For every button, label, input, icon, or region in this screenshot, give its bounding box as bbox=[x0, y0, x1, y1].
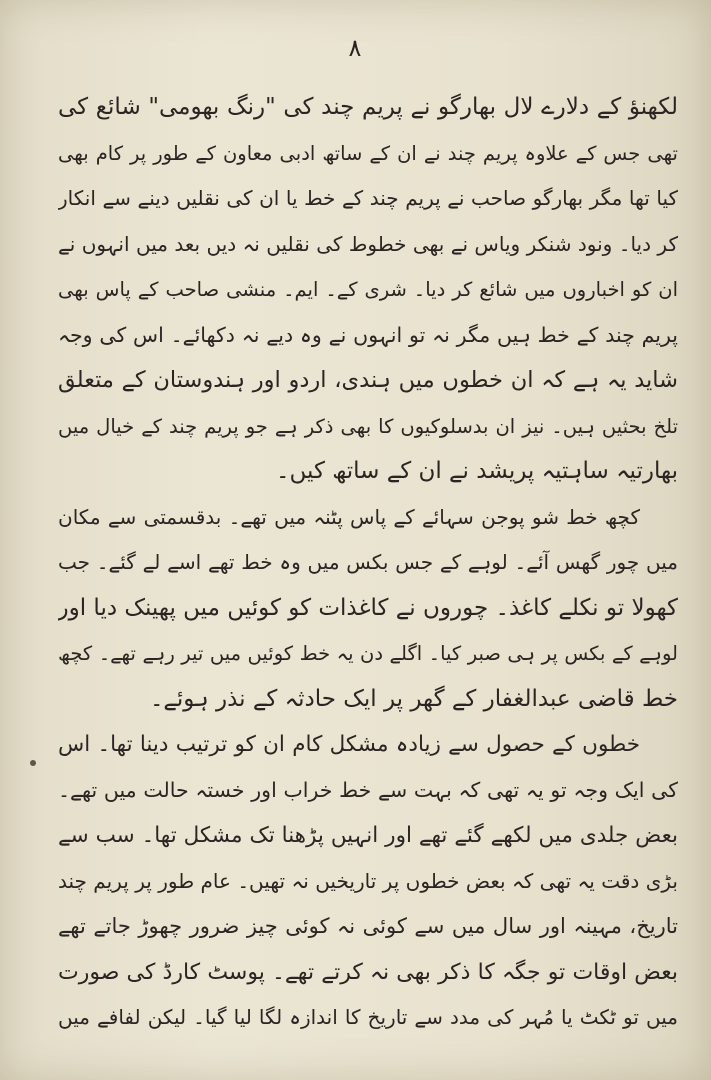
text-line: بعض جلدی میں لکھے گئے تھے اور انہیں پڑھنا تک مشکل تھا۔ سب سے bbox=[58, 823, 678, 848]
text-line: تلخ بحثیں ہیں۔ نیز ان بدسلوکیوں کا بھی ذکر ہے جو پریم چند کے خیال میں bbox=[58, 414, 678, 438]
text-line: کیا تھا مگر بھارگو صاحب نے پریم چند کے خط یا ان کی نقلیں دینے سے انکار bbox=[58, 186, 678, 210]
text-line: کھولا تو نکلے کاغذ۔ چوروں نے کاغذات کو کوئیں میں پھینک دیا اور bbox=[58, 594, 678, 621]
text-line: لوہے کے بکس پر ہی صبر کیا۔ اگلے دن یہ خط کوئیں میں تیر رہے تھے۔ کچھ bbox=[58, 642, 678, 665]
text-line: کر دیا۔ ونود شنکر ویاس نے بھی خطوط کی نقلیں نہ دیں بعد میں انہوں نے bbox=[58, 231, 678, 256]
text-line: میں چور گھس آئے۔ لوہے کے جس بکس میں وہ خط تھے اسے لے گئے۔ جب bbox=[58, 550, 678, 574]
ink-dot bbox=[30, 760, 36, 766]
text-line: بھارتیہ ساہتیہ پریشد نے ان کے ساتھ کیں۔ bbox=[276, 458, 678, 484]
text-line: بڑی دقت یہ تھی کہ بعض خطوں پر تاریخیں نہ تھیں۔ عام طور پر پریم چند bbox=[58, 868, 678, 893]
body-text bbox=[58, 85, 678, 1041]
text-line: کچھ خط شو پوجن سہائے کے پاس پٹنہ میں تھے۔ بدقسمتی سے مکان bbox=[58, 504, 640, 529]
text-line: بعض اوقات تو جگہ کا ذکر بھی نہ کرتے تھے۔ پوسٹ کارڈ کی صورت bbox=[58, 959, 678, 985]
text-line: پریم چند کے خط ہیں مگر نہ تو انہوں نے وہ دیے نہ دکھائے۔ اس کی وجہ bbox=[58, 322, 678, 347]
text-line: خطوں کے حصول سے زیادہ مشکل کام ان کو ترتیب دینا تھا۔ اس bbox=[58, 732, 640, 757]
text-line: لکھنؤ کے دلارے لال بھارگو نے پریم چند کی "رنگ بھومی" شائع کی bbox=[58, 94, 678, 120]
text-line: تاریخ، مہینہ اور سال میں سے کوئی نہ کوئی چیز ضرور چھوڑ جاتے تھے bbox=[58, 914, 678, 938]
text-line: خط قاضی عبدالغفار کے گھر پر ایک حادثہ کے نذر ہوئے۔ bbox=[149, 685, 678, 712]
page-number: ۸ bbox=[348, 34, 362, 62]
text-line: ان کو اخباروں میں شائع کر دیا۔ شری کے۔ ایم۔ منشی صاحب کے پاس بھی bbox=[58, 278, 678, 301]
text-line: شاید یہ ہے کہ ان خطوں میں ہندی، اردو اور ہندوستان کے متعلق bbox=[58, 367, 678, 393]
text-line: تھی جس کے علاوہ پریم چند نے ان کے ساتھ ادبی معاون کے طور پر کام بھی bbox=[58, 141, 678, 165]
text-line: کی ایک وجہ تو یہ تھی کہ بہت سے خط خراب اور خستہ حالت میں تھے۔ bbox=[58, 777, 678, 802]
text-line: میں تو ٹکٹ یا مُہر کی مدد سے تاریخ کا اندازہ لگا لیا گیا۔ لیکن لفافے میں bbox=[58, 1005, 678, 1029]
